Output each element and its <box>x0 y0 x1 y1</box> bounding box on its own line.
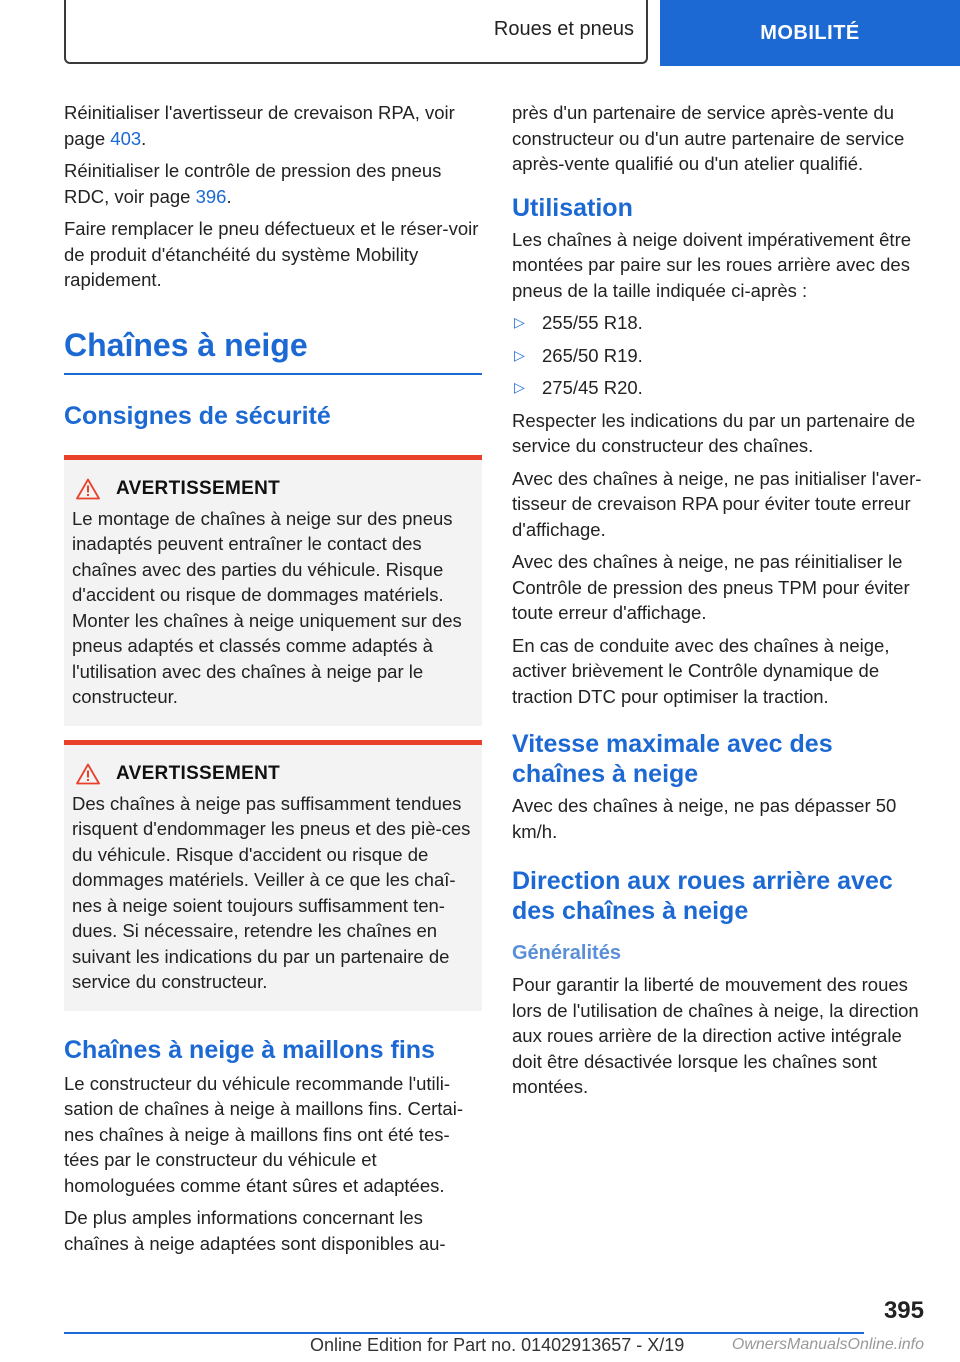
header-frame <box>64 0 648 64</box>
page-number: 395 <box>883 1297 924 1324</box>
list-item: ▷ 265/50 R19. <box>512 343 930 369</box>
list-item: ▷ 275/45 R20. <box>512 375 930 401</box>
subsection-heading-general: Généralités <box>512 942 621 964</box>
triangle-bullet-icon: ▷ <box>514 314 525 330</box>
warning-text: Des chaînes à neige pas suffisamment tendues risquent d'endommager les pneus et des piè-ces du véhicule. Risque d'accident ou risque de dommages matériels. Veiller à ce que les chaî-nes à neige soient toujours suffisamment ten-dues. Si nécessaire, retendre les chaînes en suivant les indications du par un partenaire de service du constructeur. <box>72 792 471 992</box>
warning-title: AVERTISSEMENT <box>116 762 281 784</box>
paragraph: Pour garantir la liberté de mouvement des roues lors de l'utilisation de chaînes à neige, la direction aux roues arrière de la direction active intégrale doit être désactivée lorsque les chaînes sont montées. <box>512 974 919 1097</box>
paragraph: Réinitialiser l'avertisseur de crevaison RPA, voir page 403. <box>64 102 455 149</box>
paragraph: Avec des chaînes à neige, ne pas initialiser l'aver-tisseur de crevaison RPA pour éviter toute erreur d'affichage. <box>512 467 922 540</box>
paragraph: Avec des chaînes à neige, ne pas dépasser 50 km/h. <box>512 795 897 842</box>
page-link-403[interactable]: 403 <box>110 127 142 149</box>
list-item: ▷ 255/55 R18. <box>512 310 930 336</box>
warning-title: AVERTISSEMENT <box>116 477 281 499</box>
right-column <box>512 100 930 1107</box>
section-heading-fine-links: Chaînes à neige à maillons fins <box>64 1035 435 1064</box>
paragraph: En cas de conduite avec des chaînes à neige, activer brièvement le Contrôle dynamique de traction DTC pour optimiser la traction. <box>512 634 890 707</box>
paragraph: Respecter les indications du par un partenaire de service du constructeur des chaînes. <box>512 409 916 456</box>
watermark-brand: OwnersManualsOnline.info <box>731 1336 924 1353</box>
section-heading-max-speed: Vitesse maximale avec des chaînes à neige <box>512 730 833 788</box>
warning-triangle-icon <box>76 478 100 500</box>
warning-box-1 <box>64 455 482 726</box>
page-link-396[interactable]: 396 <box>195 185 227 207</box>
tire-size-list <box>512 310 930 401</box>
paragraph: De plus amples informations concernant les chaînes à neige adaptées sont disponibles au- <box>64 1207 446 1254</box>
footer-divider <box>64 1332 864 1334</box>
warning-box-2 <box>64 740 482 1011</box>
section-heading-safety: Consignes de sécurité <box>64 401 331 430</box>
warning-triangle-icon <box>76 763 100 785</box>
triangle-bullet-icon: ▷ <box>514 346 525 363</box>
triangle-bullet-icon: ▷ <box>514 379 525 395</box>
section-title: Roues et pneus <box>493 17 634 40</box>
paragraph: près d'un partenaire de service après-vente du constructeur ou d'un autre partenaire de service après-vente qualifié ou d'un atelier qualifié. <box>512 102 905 174</box>
paragraph: Les chaînes à neige doivent impérativement être montées par paire sur les roues arrière avec des pneus de la taille indiquée ci-après : <box>512 228 912 301</box>
section-heading-usage: Utilisation <box>512 193 633 222</box>
section-heading-rear-steering: Direction aux roues arrière avec des chaînes à neige <box>512 867 893 925</box>
chapter-tab[interactable]: MOBILITÉ <box>660 0 960 66</box>
paragraph: Réinitialiser le contrôle de pression des pneus RDC, voir page 396. <box>64 160 442 207</box>
left-column <box>64 100 482 1263</box>
chapter-heading: Chaînes à neige <box>64 323 482 375</box>
paragraph: Avec des chaînes à neige, ne pas réinitialiser le Contrôle de pression des pneus TPM pour éviter toute erreur d'affichage. <box>512 551 910 623</box>
paragraph: Le constructeur du véhicule recommande l'utili-sation de chaînes à neige à maillons fins. Certai-nes chaînes à neige à maillons fins ont été tes-tées par le constructeur du véhicule et homologuées comme étant sûres et adaptées. <box>64 1072 463 1196</box>
warning-text: Le montage de chaînes à neige sur des pneus inadaptés peuvent entraîner le contact des chaînes avec des parties du véhicule. Risque d'accident ou risque de dommages matériels. Monter les chaînes à neige uniquement sur des pneus adaptés et classés comme adaptés à l'utilisation avec des chaînes à neige par le constructeur. <box>72 507 462 707</box>
edition-label: Online Edition for Part no. 01402913657 - X/19 <box>310 1335 685 1355</box>
paragraph: Faire remplacer le pneu défectueux et le réser-voir de produit d'étanchéité du système Mobility rapidement. <box>64 218 479 290</box>
